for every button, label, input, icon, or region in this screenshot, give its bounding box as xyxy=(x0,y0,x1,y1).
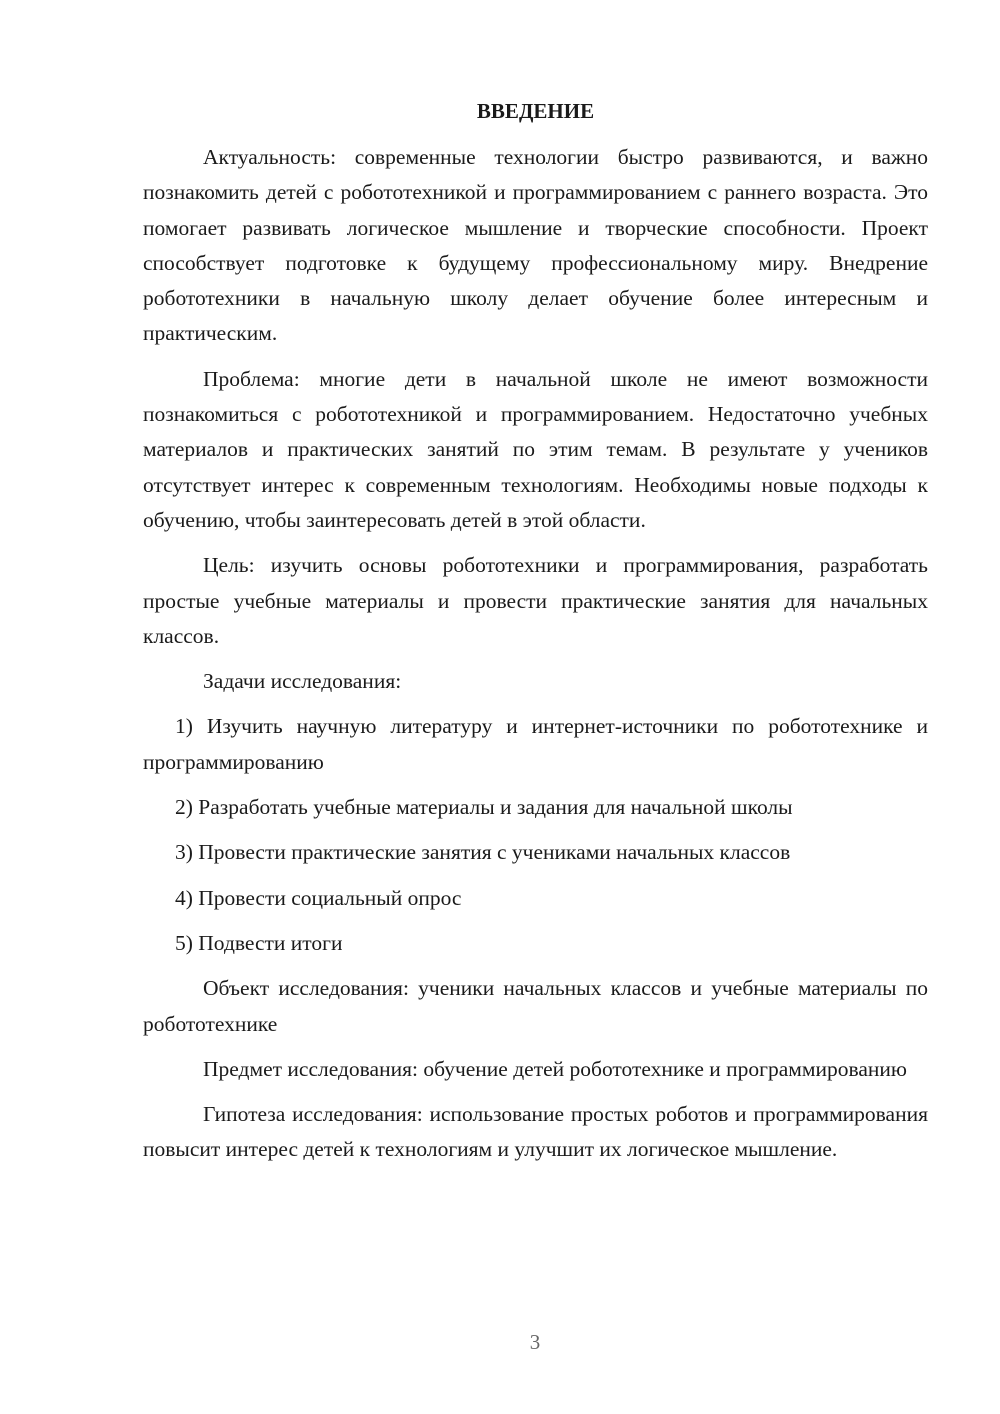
tasks-heading: Задачи исследования: xyxy=(203,669,402,694)
goal-paragraph: Цель: изучить основы робототехники и программирования, разработать простые учебные материалы и провести практические занятия для начальных классов. xyxy=(143,553,928,648)
page-number: 3 xyxy=(529,1330,541,1354)
task-item: 1) Изучить научную литературу и интернет-источники по робототехнике и программированию xyxy=(143,714,928,774)
relevance-paragraph: Актуальность: современные технологии быстро развиваются, и важно познакомить детей с робототехникой и программированием с раннего возраста. Это помогает развивать логическое мышление и творческие способности. Проект способствует подготовке к будущему профессиональному миру. Внедрение робототехники в начальную школу делает обучение более интересным и практическим. xyxy=(143,145,928,346)
task-item: 4) Провести социальный опрос xyxy=(175,885,462,910)
task-item: 5) Подвести итоги xyxy=(175,930,343,955)
subject-paragraph: Предмет исследования: обучение детей робототехнике и программированию xyxy=(203,1056,907,1081)
task-item: 3) Провести практические занятия с учениками начальных классов xyxy=(175,840,791,865)
task-item: 2) Разработать учебные материалы и задания для начальной школы xyxy=(175,795,793,820)
document-page xyxy=(143,94,928,1178)
problem-paragraph: Проблема: многие дети в начальной школе не имеют возможности познакомиться с робототехникой и программированием. Недостаточно учебных материалов и практических занятий по этим темам. В результате у учеников отсутствует интерес к современным технологиям. Необходимы новые подходы к обучению, чтобы заинтересовать детей в этой области. xyxy=(143,366,928,532)
hypothesis-paragraph: Гипотеза исследования: использование простых роботов и программирования повысит интерес детей к технологиям и улучшит их логическое мышление. xyxy=(143,1102,928,1162)
page-title: ВВЕДЕНИЕ xyxy=(476,99,595,123)
object-paragraph: Объект исследования: ученики начальных классов и учебные материалы по робототехнике xyxy=(143,976,928,1036)
